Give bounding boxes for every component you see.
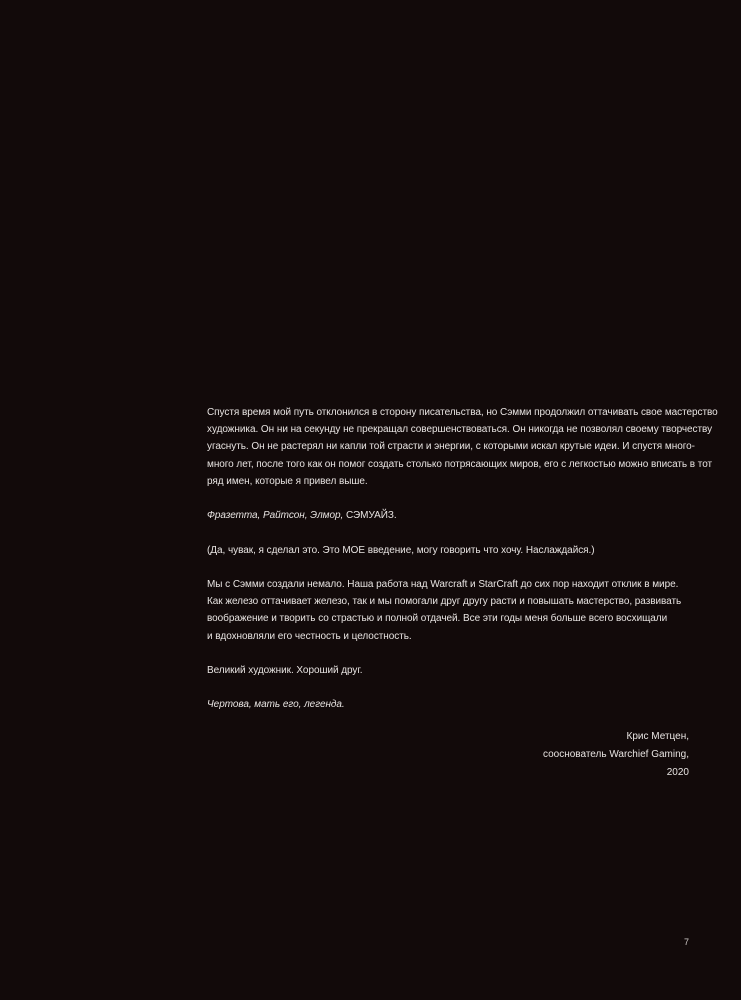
- text-line: Мы с Сэмми создали немало. Наша работа над Warcraft и StarCraft до сих пор находит отклик в мире.: [207, 578, 679, 590]
- paragraph-4: [207, 576, 707, 645]
- body-text: [207, 404, 718, 731]
- text-line: ряд имен, которые я привел выше.: [207, 475, 368, 487]
- samwise-name: СЭМУАЙЗ.: [343, 510, 397, 522]
- text-line: [207, 507, 707, 524]
- text-line: угаснуть. Он не растерял ни капли той страсти и энергии, с которыми искал крутые идеи. И спустя много-: [207, 441, 695, 453]
- text-line: (Да, чувак, я сделал это. Это МОЕ введение, могу говорить что хочу. Наслаждайся.): [207, 544, 595, 556]
- signature: [543, 728, 689, 782]
- text-line: Спустя время мой путь отклонился в сторону писательства, но Сэмми продолжил оттачивать свое мастерство: [207, 407, 718, 418]
- text-line: воображение и творить со страстью и полной отдачей. Все эти годы меня больше всего восхищали: [207, 613, 668, 625]
- text-line: Как железо оттачивает железо, так и мы помогали друг другу расти и повышать мастерство, развивать: [207, 596, 682, 608]
- paragraph-6: [207, 696, 707, 713]
- text-line: художника. Он ни на секунду не прекращал совершенствоваться. Он никогда не позволял своему творчеству: [207, 424, 713, 436]
- signature-name: Крис Метцен,: [626, 731, 689, 742]
- text-line: много лет, после того как он помог создать столько потрясающих миров, его с легкостью можно вписать в тот: [207, 458, 713, 470]
- page-number: 7: [683, 937, 689, 947]
- paragraph-2: [207, 507, 707, 524]
- italic-names: Фразетта, Райтсон, Элмор,: [207, 510, 344, 522]
- paragraph-5: [207, 662, 707, 679]
- text-line: Великий художник. Хороший друг.: [207, 664, 363, 676]
- paragraph-3: [207, 542, 707, 559]
- signature-role: сооснователь Warchief Gaming,: [542, 749, 689, 760]
- text-line: и вдохновляли его честность и целостность.: [207, 630, 412, 642]
- text-line: Чертова, мать его, легенда.: [207, 699, 345, 711]
- signature-year: 2020: [666, 767, 689, 778]
- paragraph-1: [207, 404, 718, 490]
